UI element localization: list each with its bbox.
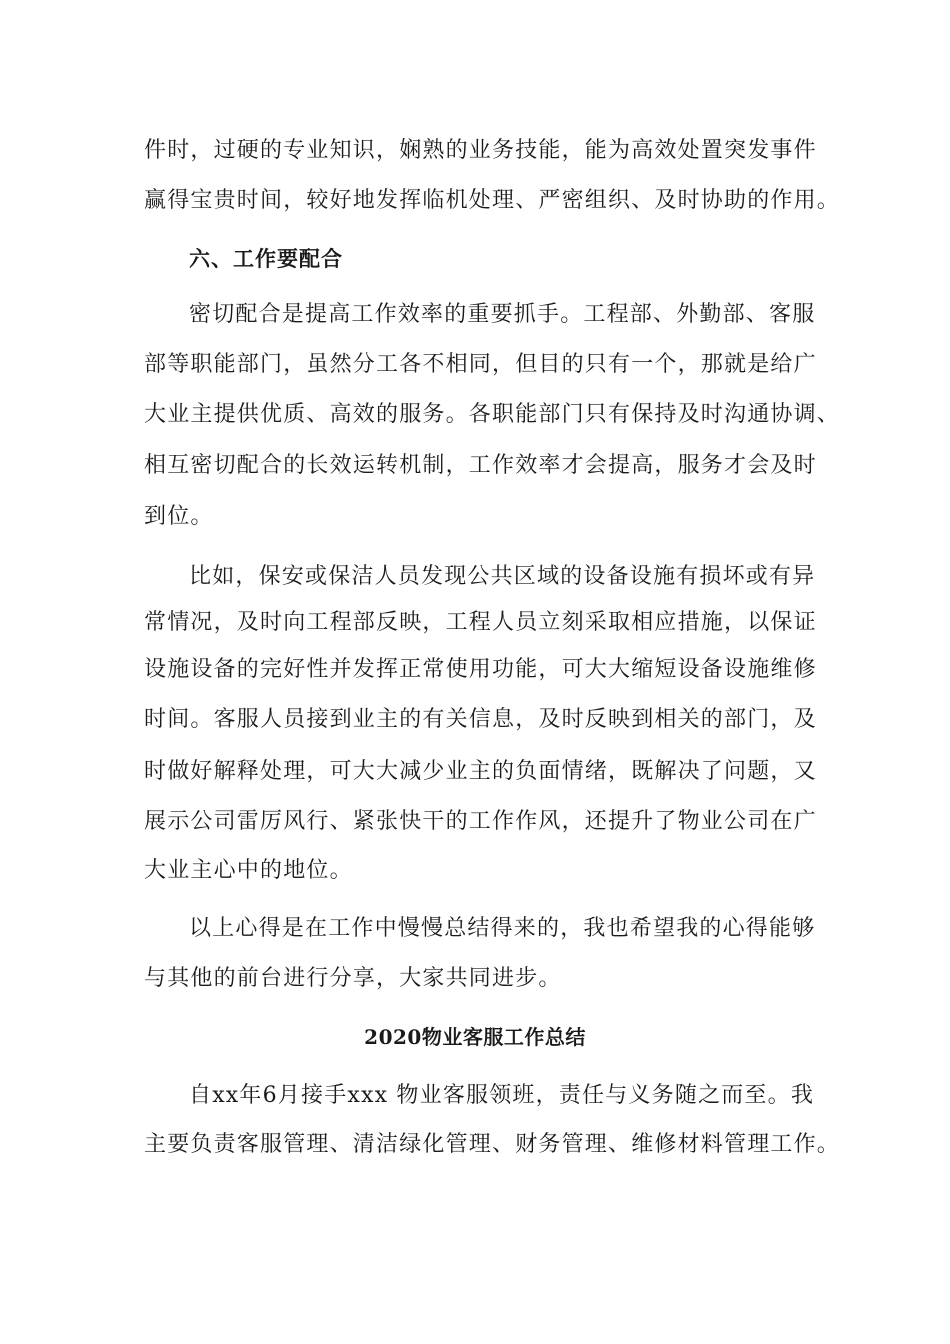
paragraph-3-line-3: 设施设备的完好性并发挥正常使用功能，可大大缩短设备设施维修	[144, 657, 817, 682]
paragraph-3-line-4: 时间。客服人员接到业主的有关信息，及时反映到相关的部门，及	[144, 707, 817, 732]
paragraph-2-line-1: 密切配合是提高工作效率的重要抓手。工程部、外勤部、客服	[189, 302, 816, 327]
paragraph-4-line-1: 以上心得是在工作中慢慢总结得来的，我也希望我的心得能够	[189, 916, 816, 941]
paragraph-3-line-6: 展示公司雷厉风行、紧张快干的工作作风，还提升了物业公司在广	[144, 809, 817, 834]
document-title: 2020物业客服工作总结	[364, 1025, 586, 1049]
section-heading: 六、工作要配合	[189, 246, 343, 271]
paragraph-3-line-5: 时做好解释处理，可大大减少业主的负面情绪，既解决了问题，又	[144, 759, 817, 784]
paragraph-3-line-2: 常情况，及时向工程部反映，工程人员立刻采取相应措施，以保证	[144, 610, 817, 635]
paragraph-3-line-1: 比如，保安或保洁人员发现公共区域的设备设施有损坏或有异	[189, 564, 816, 589]
paragraph-5-line-2: 主要负责客服管理、清洁绿化管理、财务管理、维修材料管理工作。	[144, 1132, 841, 1157]
paragraph-4-line-2: 与其他的前台进行分享，大家共同进步。	[144, 966, 562, 991]
paragraph-1-line-2: 赢得宝贵时间，较好地发挥临机处理、严密组织、及时协助的作用。	[144, 188, 841, 213]
paragraph-5-line-1: 自xx年6月接手xxx 物业客服领班，责任与义务随之而至。我	[189, 1083, 815, 1108]
paragraph-2-line-4: 相互密切配合的长效运转机制，工作效率才会提高，服务才会及时	[144, 453, 817, 478]
paragraph-3-line-7: 大业主心中的地位。	[144, 858, 353, 883]
paragraph-2-line-2: 部等职能部门，虽然分工各不相同，但目的只有一个，那就是给广	[144, 352, 817, 377]
paragraph-2-line-5: 到位。	[144, 504, 214, 529]
paragraph-2-line-3: 大业主提供优质、高效的服务。各职能部门只有保持及时沟通协调、	[144, 402, 841, 427]
paragraph-1-line-1: 件时，过硬的专业知识，娴熟的业务技能，能为高效处置突发事件	[144, 138, 817, 163]
